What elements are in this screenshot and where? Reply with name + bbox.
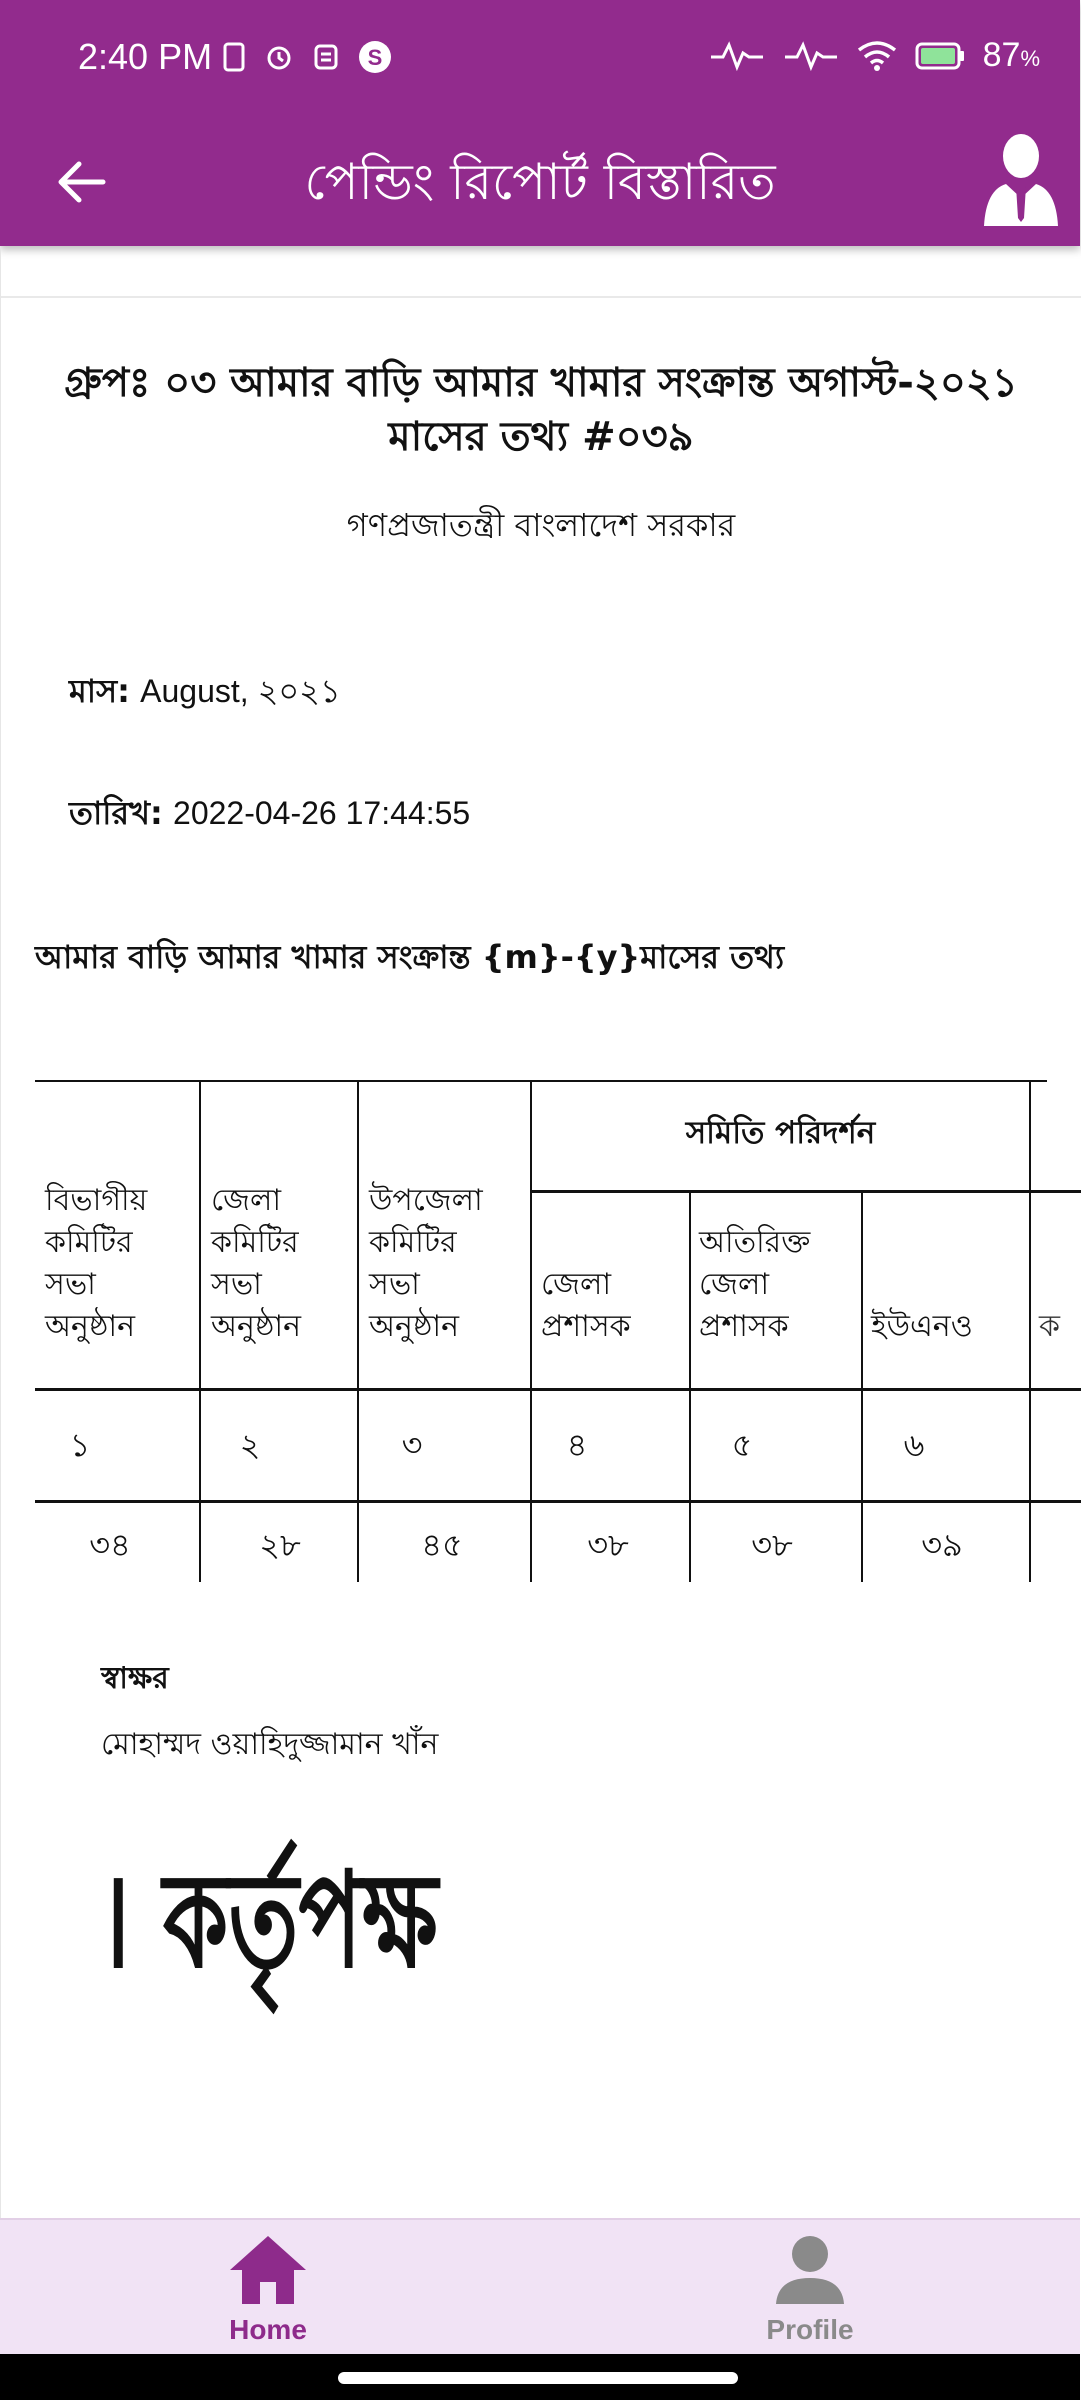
alarm-icon [264,42,294,72]
report-content[interactable] [0,246,1080,2218]
header-cell-deputy-commissioner: জেলা প্রশাসক [541,1267,631,1344]
status-time: 2:40 PM [78,36,213,77]
status-left-icons [222,40,392,74]
value-cell: ৩৮ [751,1526,793,1564]
report-title: গ্রুপঃ ০৩ আমার বাড়ি আমার খামার সংক্রান্ত অগাস্ট-২০২১ মাসের তথ্য #০৩৯ [64,360,1018,460]
signal-icon [783,41,839,71]
column-divider [861,1192,863,1582]
svg-text:S: S [367,45,383,70]
battery-icon [915,41,965,71]
table-border-top [35,1080,1047,1082]
svg-text:। কর্তৃপক্ষ: । কর্তৃপক্ষ [97,1843,438,1998]
month-value: August, ২০২১ [140,673,341,709]
date-row [69,788,470,842]
home-icon [228,2234,308,2306]
serial-cell: ৬ [903,1426,925,1464]
user-avatar-button[interactable] [976,128,1066,228]
arrow-left-icon [55,160,105,204]
column-divider [199,1080,201,1582]
serial-cell: ২ [239,1426,261,1464]
value-cell: ২৮ [259,1526,301,1564]
section-title: আমার বাড়ি আমার খামার সংক্রান্ত {m}-{y}মাসের তথ্য [35,938,785,976]
group-header-cell: সমিতি পরিদর্শন [685,1115,876,1151]
header-cell-divisional-committee: বিভাগীয় কমিটির সভা অনুষ্ঠান [45,1183,148,1344]
wifi-icon [857,40,897,72]
column-divider [530,1080,532,1582]
header-cell-district-committee: জেলা কমিটির সভা অনুষ্ঠান [211,1183,302,1344]
bottom-navigation [0,2218,1080,2354]
month-row [69,666,341,720]
app-bar [0,120,1080,246]
value-cell: ৩৪ [89,1526,131,1564]
home-gesture-handle[interactable] [338,2372,738,2384]
status-right-icons [709,36,1040,75]
nav-profile-label: Profile [766,2314,854,2345]
nav-home[interactable] [168,2230,368,2350]
serial-cell: ৩ [401,1426,423,1464]
signal-icon [709,41,765,71]
report-subtitle: গণপ্রজাতন্ত্রী বাংলাদেশ সরকার [346,506,736,544]
header-cell-additional-deputy-commissioner: অতিরিক্ত জেলা প্রশাসক [699,1225,811,1344]
battery-percent: 87% [982,36,1040,74]
status-bar [0,0,1080,120]
signature-label: স্বাক্ষর [101,1661,169,1696]
page-title: পেন্ডিং রিপোর্ট বিস্তারিত [304,153,776,211]
value-cell: ৪৫ [421,1526,463,1564]
header-cell-uno: ইউএনও [871,1309,973,1344]
person-icon [772,2234,848,2306]
skype-icon [358,40,392,74]
date-value: 2022-04-26 17:44:55 [173,795,471,831]
serial-cell: ১ [69,1426,91,1464]
value-cell: ৩৯ [921,1526,963,1564]
serial-row-border [35,1500,1081,1503]
column-divider [689,1192,691,1582]
signatory-name: মোহাম্মদ ওয়াহিদুজ্জামান খাঁন [101,1727,439,1762]
nav-profile[interactable] [710,2230,910,2350]
group-header-divider [530,1190,1081,1193]
top-bar [0,0,1080,246]
gesture-bar [0,2354,1080,2400]
report-table[interactable] [35,1080,1081,1582]
back-button[interactable] [40,142,120,222]
column-divider [357,1080,359,1582]
sync-icon [312,42,340,72]
sim-icon [222,42,246,72]
date-label: তারিখ: [69,794,163,832]
signature-stamp-image [97,1762,438,2022]
header-cell-clipped: ক [1039,1309,1060,1344]
header-cell-upazila-committee: উপজেলা কমিটির সভা অনুষ্ঠান [369,1183,483,1344]
header-bottom-border [35,1388,1081,1391]
divider [1,296,1081,298]
nav-home-label: Home [229,2314,307,2345]
serial-cell: ৪ [566,1426,588,1464]
value-cell: ৩৮ [587,1526,629,1564]
month-label: মাস: [69,672,130,710]
businessman-icon [976,128,1066,228]
serial-cell: ৫ [731,1426,753,1464]
